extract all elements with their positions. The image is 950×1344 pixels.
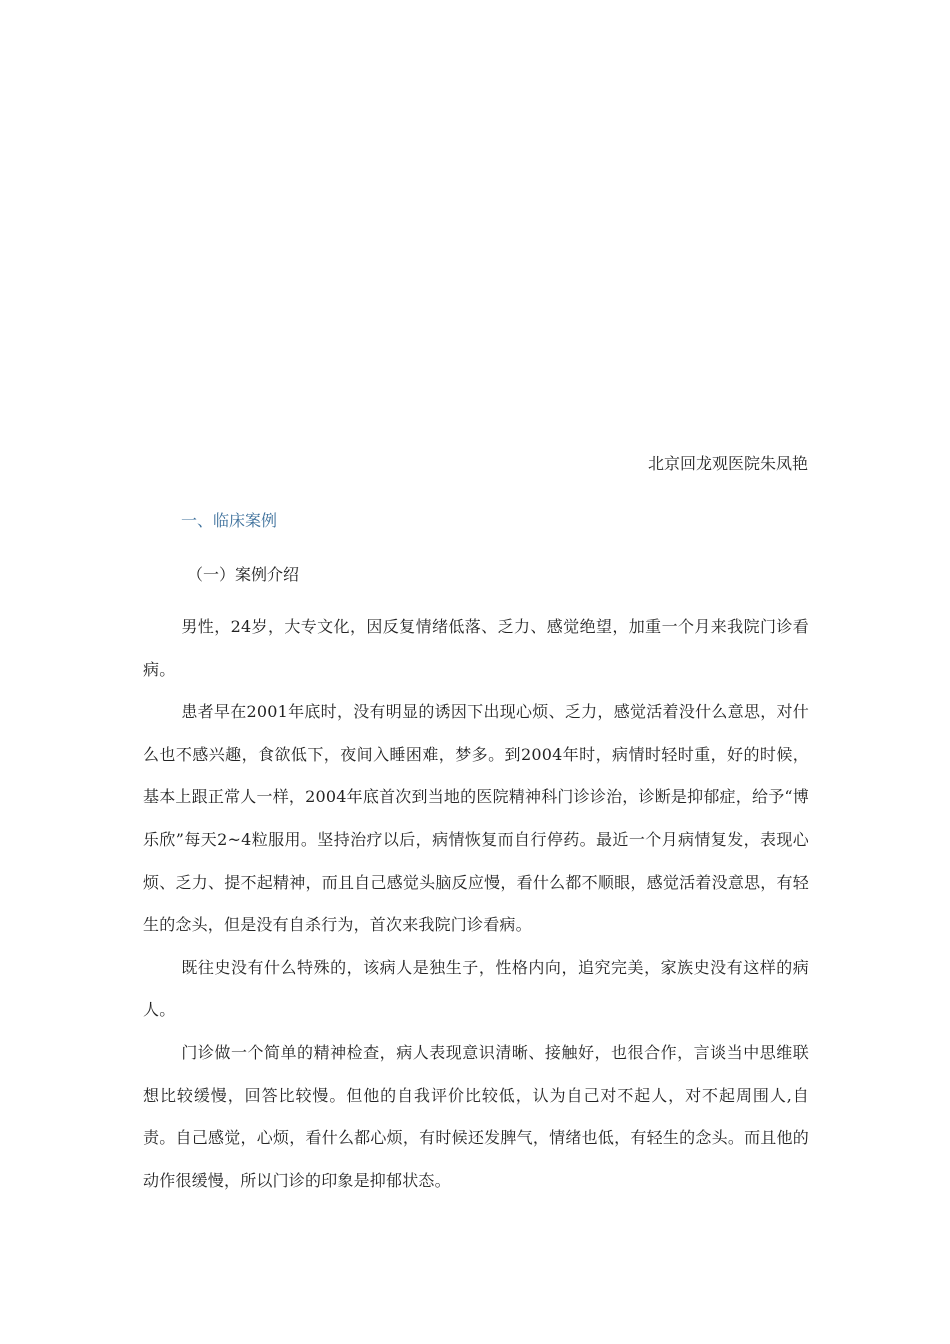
subsection-heading: （一）案例介绍 [187,565,300,584]
paragraph-mental-exam: 门诊做一个简单的精神检查，病人表现意识清晰、接触好，也很合作，言谈当中思维联想比较缓慢，回答比较慢。但他的自我评价比较低，认为自己对不起人，对不起周围人,自责。自己感觉，心烦，看什么都心烦，有时候还发脾气，情绪也低，有轻生的念头。而且他的动作很缓慢，所以门诊的印象是抑郁状态。 [143,1042,809,1190]
section-heading: 一、临床案例 [181,511,278,530]
paragraph-case-summary: 男性，24岁，大专文化，因反复情绪低落、乏力、感觉绝望，加重一个月来我院门诊看病。 [143,617,809,679]
paragraph-history: 患者早在2001年底时，没有明显的诱因下出现心烦、乏力，感觉活着没什么意思，对什么也不感兴趣，食欲低下，夜间入睡困难，梦多。到2004年时，病情时轻时重，好的时候，基本上跟正常人一样，2004年底首次到当地的医院精神科门诊诊治，诊断是抑郁症，给予“博乐欣”每天2~4粒服用。坚持治疗以后，病情恢复而自行停药。最近一个月病情复发，表现心烦、乏力、提不起精神，而且自己感觉头脑反应慢，看什么都不顺眼，感觉活着没意思，有轻生的念头，但是没有自杀行为，首次来我院门诊看病。 [143,702,809,935]
paragraph-past-history: 既往史没有什么特殊的，该病人是独生子，性格内向，追究完美，家族史没有这样的病人。 [143,957,809,1020]
author-line: 北京回龙观医院朱凤艳 [647,454,808,473]
body-text [143,606,809,1202]
